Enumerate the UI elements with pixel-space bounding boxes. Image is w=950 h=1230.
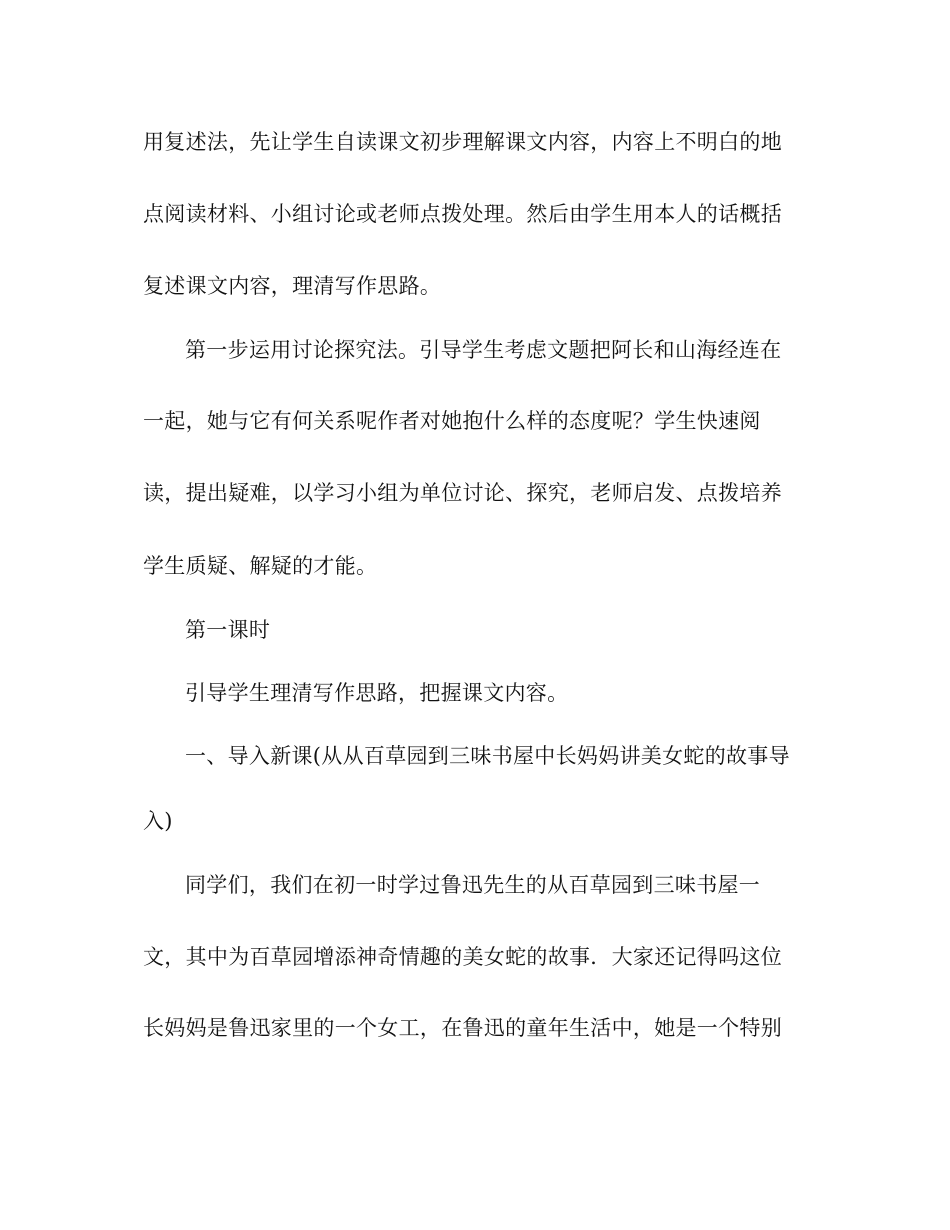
text-line: 第一步运用讨论探究法。引导学生考虑文题把阿长和山海经连在 [185,338,782,362]
text-line: 用复述法，先让学生自读课文初步理解课文内容，内容上不明白的地 [143,130,782,154]
text-line: 一起，她与它有何关系呢作者对她抱什么样的态度呢？学生快速阅 [143,409,761,433]
text-line: 复述课文内容，理清写作思路。 [143,274,442,298]
section-heading: 第一课时 [185,618,271,642]
text-line: 同学们，我们在初一时学过鲁迅先生的从百草园到三味书屋一 [185,873,761,897]
text-line: 入) [143,809,173,833]
text-line: 引导学生理清写作思路，把握课文内容。 [185,681,569,705]
text-line: 点阅读材料、小组讨论或老师点拨处理。然后由学生用本人的话概括 [143,202,782,226]
text-line: 文，其中为百草园增添神奇情趣的美女蛇的故事．大家还记得吗这位 [143,945,782,969]
text-line: 长妈妈是鲁迅家里的一个女工，在鲁迅的童年生活中，她是一个特别 [143,1016,782,1040]
text-line: 学生质疑、解疑的才能。 [143,554,378,578]
text-line: 一、导入新课(从从百草园到三味书屋中长妈妈讲美女蛇的故事导 [185,744,790,768]
text-line: 读，提出疑难，以学习小组为单位讨论、探究，老师启发、点拨培养 [143,481,782,505]
